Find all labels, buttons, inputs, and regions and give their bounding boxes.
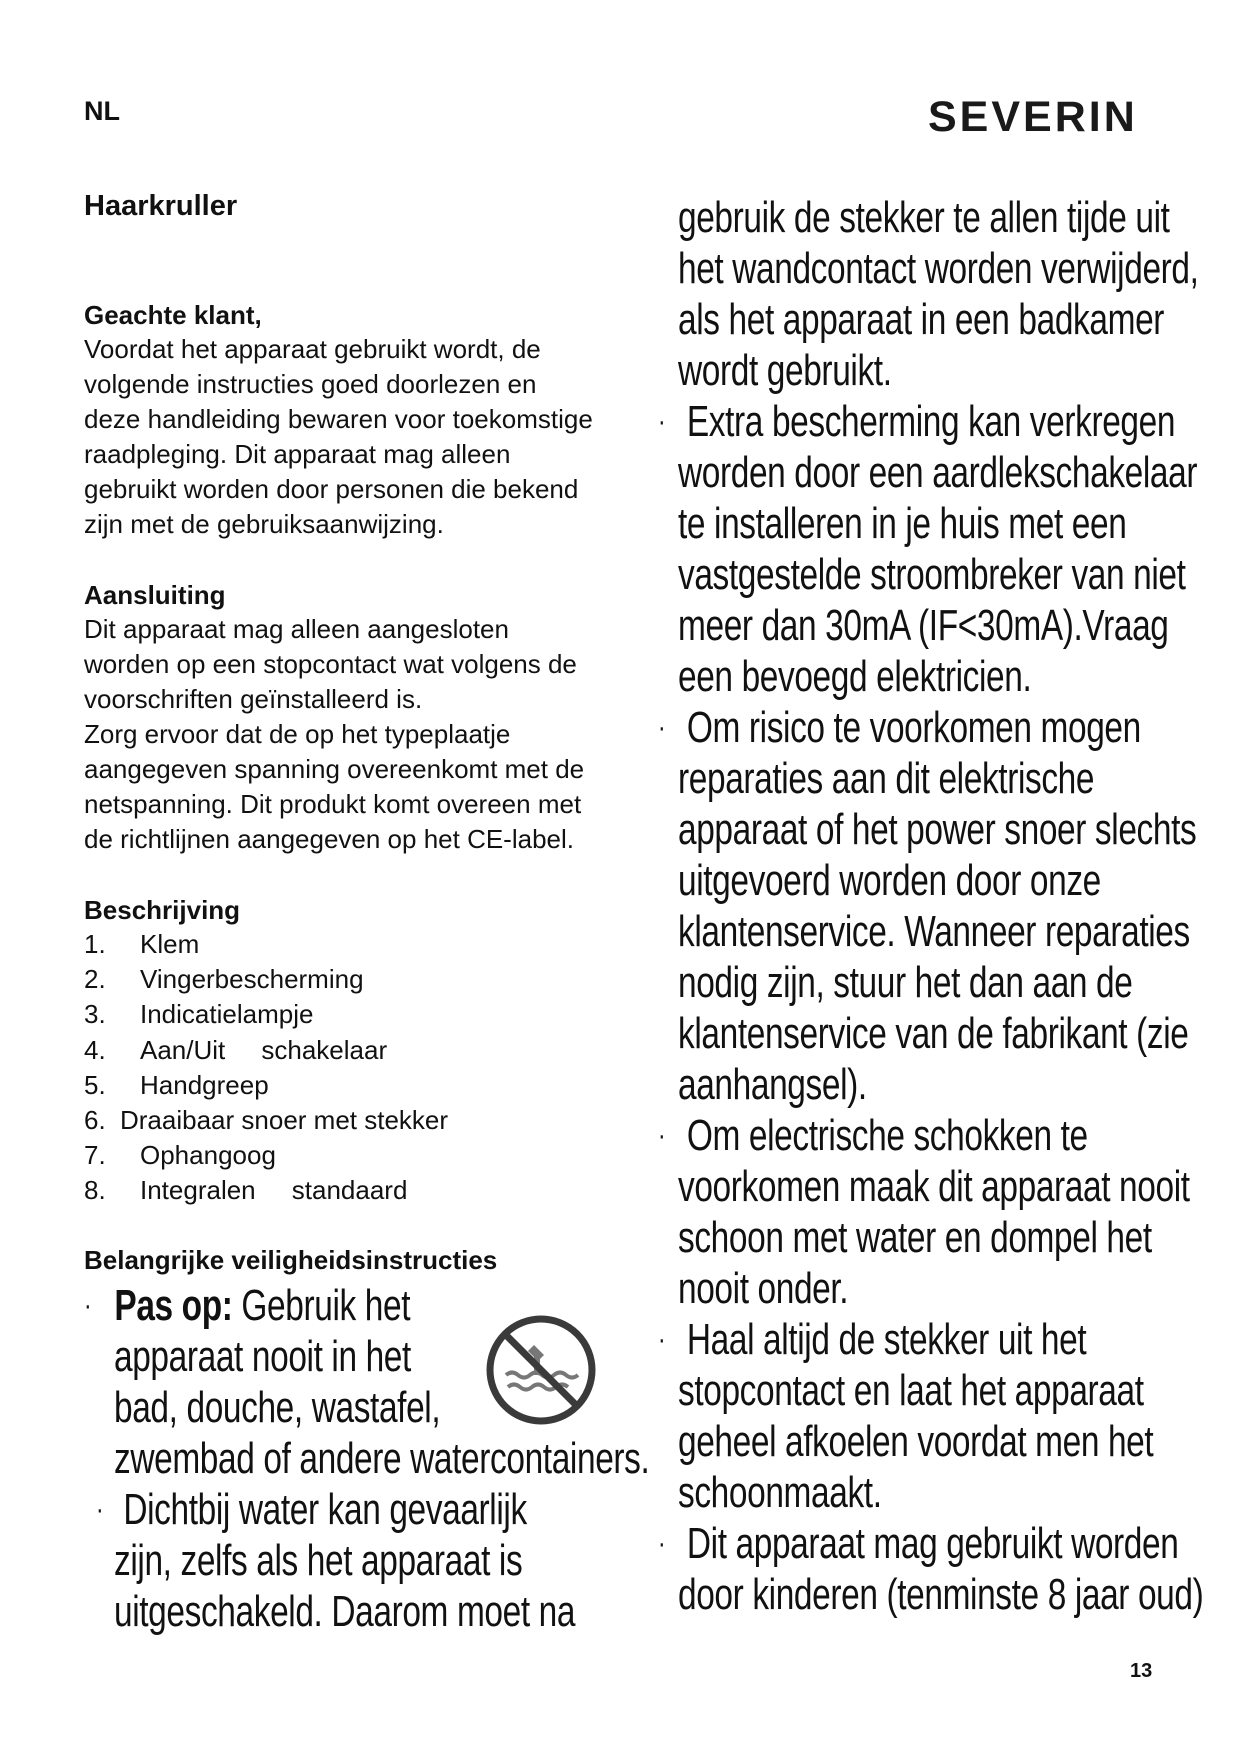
list-item: 8. Integralen standaard — [84, 1175, 408, 1206]
warning-continued — [114, 1331, 650, 1483]
near-water-warning: · Dichtbij water kan gevaarlijk — [96, 1485, 527, 1534]
text-line: te installeren in je huis met een — [678, 499, 1127, 548]
bullet-item: · Dit apparaat mag gebruikt worden — [658, 1519, 1179, 1568]
text-line: worden op een stopcontact wat volgens de — [84, 649, 577, 679]
text-line: nodig zijn, stuur het dan aan de — [678, 958, 1133, 1007]
text-line: zwembad of andere watercontainers. — [114, 1434, 650, 1483]
greeting-text — [84, 332, 604, 542]
text-line: aanhangsel). — [678, 1060, 867, 1109]
connection-text — [84, 612, 604, 857]
bullet-item: · Om electrische schokken te — [658, 1111, 1088, 1160]
text-line: schoon met water en dompel het — [678, 1213, 1152, 1262]
document-title: Haarkruller — [84, 190, 238, 222]
right-column — [658, 192, 1241, 1620]
greeting-section — [84, 298, 604, 542]
list-item: 2. Vingerbescherming — [84, 964, 364, 995]
text-line: een bevoegd elektricien. — [678, 652, 1032, 701]
list-item: 4. Aan/Uit schakelaar — [84, 1034, 388, 1065]
text-line: reparaties aan dit elektrische — [678, 754, 1095, 803]
safety-warning — [84, 1280, 513, 1331]
text-line: klantenservice van de fabrikant (zie — [678, 1009, 1189, 1058]
list-item: 6. Draaibaar snoer met stekker — [84, 1105, 449, 1136]
parts-list — [84, 927, 604, 1209]
text-line: apparaat nooit in het — [114, 1332, 411, 1381]
text-line: Zorg ervoor dat de op het typeplaatje — [84, 719, 511, 749]
text-line: voorschriften geïnstalleerd is. — [84, 684, 423, 714]
text-line: door kinderen (tenminste 8 jaar oud) — [678, 1570, 1204, 1619]
bullet-item: · Extra bescherming kan verkregen — [658, 397, 1176, 446]
list-item: 7. Ophangoog — [84, 1140, 276, 1171]
text-line: vastgestelde stroombreker van niet — [678, 550, 1186, 599]
text-line: zijn, zelfs als het apparaat is — [114, 1536, 523, 1585]
text-line: voorkomen maak dit apparaat nooit — [678, 1162, 1190, 1211]
description-section — [84, 893, 604, 1209]
text-line: deze handleiding bewaren voor toekomstige — [84, 404, 593, 434]
text-line: stopcontact en laat het apparaat — [678, 1366, 1144, 1415]
text-line: meer dan 30mA (IF<30mA).Vraag — [678, 601, 1169, 650]
text-line: Voordat het apparaat gebruikt wordt, de — [84, 334, 541, 364]
text-line: apparaat of het power snoer slechts — [678, 805, 1197, 854]
text-line: nooit onder. — [678, 1264, 849, 1313]
text-line: de richtlijnen aangegeven op het CE-label. — [84, 824, 575, 854]
description-heading: Beschrijving — [84, 895, 241, 925]
text-line: geheel afkoelen voordat men het — [678, 1417, 1154, 1466]
language-code: NL — [84, 96, 120, 126]
page-number: 13 — [1130, 1660, 1153, 1682]
text-line: uitgeschakeld. Daarom moet na — [114, 1587, 576, 1636]
bullet-item: · Om risico te voorkomen mogen — [658, 703, 1141, 752]
list-item: 1. Klem — [84, 929, 200, 959]
text-line: aangegeven spanning overeenkomt met de — [84, 754, 585, 784]
text-line: gebruikt worden door personen die bekend — [84, 474, 579, 504]
text-line: raadpleging. Dit apparaat mag alleen — [84, 439, 511, 469]
text-line: schoonmaakt. — [678, 1468, 882, 1517]
text-line: zijn met de gebruiksaanwijzing. — [84, 509, 444, 539]
text-line: gebruik de stekker te allen tijde uit — [678, 193, 1170, 242]
safety-heading: Belangrijke veiligheidsinstructies — [84, 1245, 498, 1275]
text-line: Dit apparaat mag alleen aangesloten — [84, 614, 509, 644]
connection-section — [84, 578, 604, 857]
text-line: netspanning. Dit produkt komt overeen met — [84, 789, 582, 819]
warning-label: Pas op: — [114, 1281, 233, 1330]
text-line: worden door een aardlekschakelaar — [678, 448, 1198, 497]
text-line: uitgevoerd worden door onze — [678, 856, 1101, 905]
bullet-item: · Haal altijd de stekker uit het — [658, 1315, 1087, 1364]
text-line: volgende instructies goed doorlezen en — [84, 369, 537, 399]
text-line: klantenservice. Wanneer reparaties — [678, 907, 1190, 956]
no-bath-water-icon — [484, 1313, 598, 1427]
greeting-heading: Geachte klant, — [84, 300, 262, 330]
list-item: 5. Handgreep — [84, 1069, 269, 1100]
brand-logo: SEVERIN — [928, 93, 1138, 141]
text-line: wordt gebruikt. — [678, 346, 892, 395]
text-line: het wandcontact worden verwijderd, — [678, 244, 1199, 293]
text-line: bad, douche, wastafel, — [114, 1383, 441, 1432]
list-item: 3. Indicatielampje — [84, 999, 314, 1030]
near-water-continued — [114, 1535, 651, 1636]
connection-heading: Aansluiting — [84, 580, 226, 610]
warning-line: · Pas op: Gebruik het — [84, 1281, 411, 1330]
text-line: als het apparaat in een badkamer — [678, 295, 1165, 344]
